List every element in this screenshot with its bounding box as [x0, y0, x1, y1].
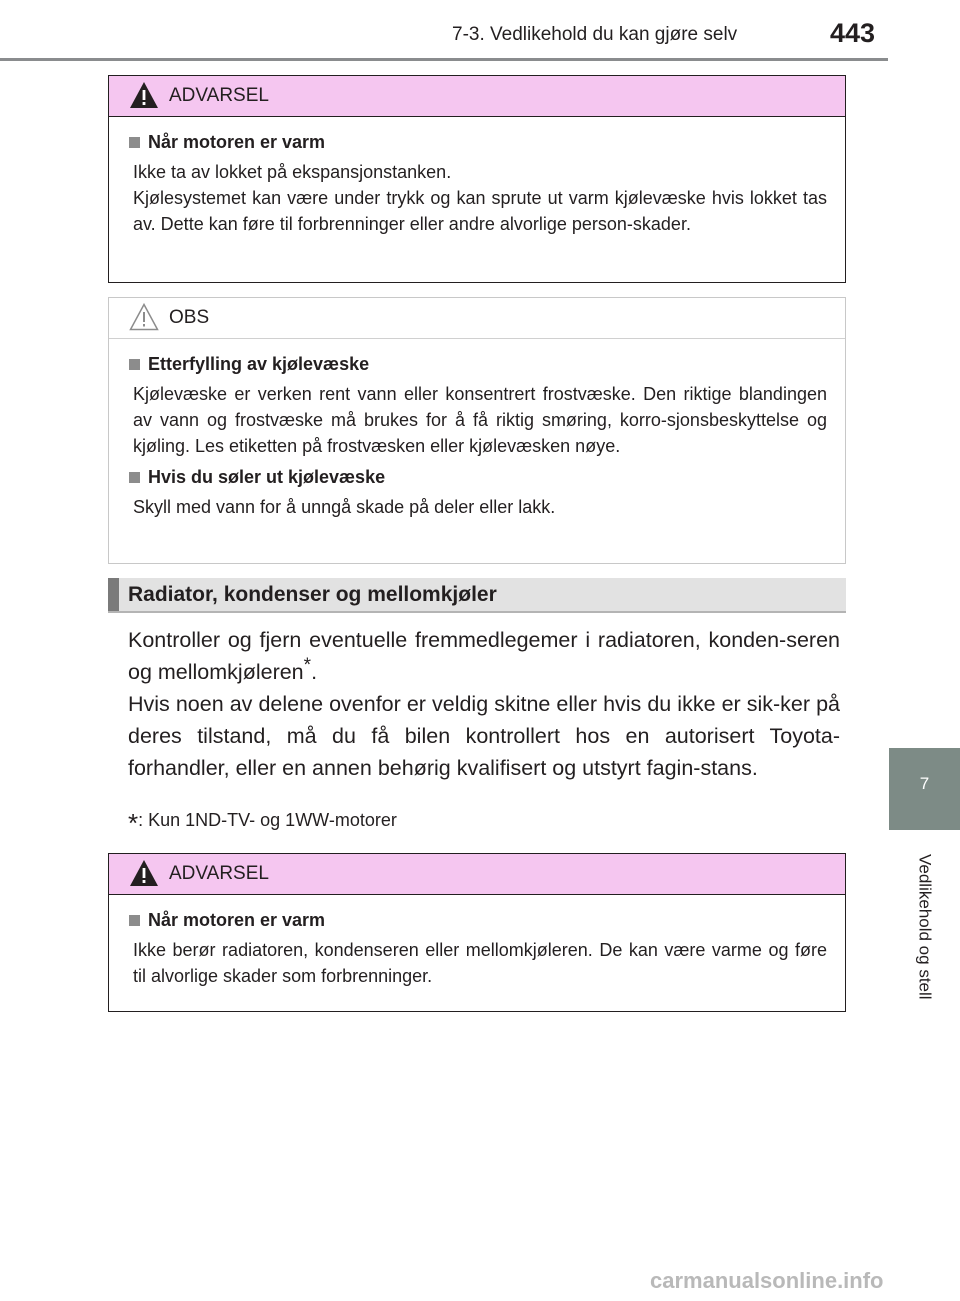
body-paragraph-text: Kontroller og fjern eventuelle fremmedlegemer i radiatoren, konden-seren og mellomkjøleren [128, 628, 840, 684]
chapter-title [889, 842, 960, 1012]
body-paragraph [128, 624, 840, 688]
chapter-tab [889, 748, 960, 830]
warning-box-engine-hot [108, 75, 846, 283]
notice-box-header [109, 298, 845, 339]
warning-box-body [109, 117, 845, 257]
header-divider [0, 58, 888, 61]
bullet-square-icon [129, 137, 140, 148]
warning-label: ADVARSEL [169, 863, 269, 884]
bullet-square-icon [129, 472, 140, 483]
warning-icon [129, 859, 159, 887]
bullet-square-icon [129, 359, 140, 370]
chapter-title-text: Vedlikehold og stell [915, 854, 935, 1000]
footnote [128, 808, 397, 839]
bullet-heading-text: Når motoren er varm [148, 132, 326, 152]
body-paragraph-end: . [311, 660, 318, 684]
warning-box-body [109, 895, 845, 1009]
warning-box-radiator-hot [108, 853, 846, 1012]
warning-paragraph: Kjølesystemet kan være under trykk og kan sprute ut varm kjølevæske hvis lokket tas av. Dette kan føre til forbrenninger eller andre alvorlige person-skader. [133, 188, 827, 234]
bullet-heading [129, 132, 827, 153]
section-heading-accent [108, 578, 119, 611]
notice-box-body [109, 339, 845, 540]
page-number: 443 [830, 18, 876, 48]
footnote-text: : Kun 1ND-TV- og 1WW-motorer [138, 810, 397, 830]
bullet-square-icon [129, 915, 140, 926]
bullet-heading-text: Når motoren er varm [148, 910, 326, 930]
section-heading [108, 578, 846, 613]
notice-paragraph: Kjølevæske er verken rent vann eller konsentrert frostvæske. Den riktige blandingen av vann og frostvæske må brukes for å få riktig smøring, korro-sjonsbeskyttelse og kjøling. Les etiketten på frostvæsken eller kjølevæsken nøye. [133, 384, 827, 456]
caution-icon [129, 303, 159, 331]
warning-box-header [109, 854, 845, 895]
notice-box [108, 297, 846, 564]
warning-icon [129, 81, 159, 109]
bullet-heading [129, 467, 827, 488]
bullet-heading-text: Hvis du søler ut kjølevæske [148, 467, 386, 487]
chapter-number: 7 [919, 774, 930, 793]
bullet-heading [129, 354, 827, 375]
body-paragraph: Hvis noen av delene ovenfor er veldig skitne eller hvis du ikke er sik-ker på deres tilstand, må du få bilen kontrollert hos en autorisert Toyota-forhandler, eller en annen behørig kvalifisert og utstyrt fagin-stans. [128, 692, 840, 780]
bullet-heading [129, 910, 827, 931]
section-title: 7-3. Vedlikehold du kan gjøre selv [452, 24, 738, 45]
warning-paragraph: Ikke ta av lokket på ekspansjonstanken. [133, 162, 452, 182]
footnote-star: * [128, 808, 139, 838]
watermark: carmanualsonline.info [650, 1268, 884, 1293]
section-body [128, 624, 840, 784]
notice-label: OBS [169, 307, 210, 328]
section-heading-text: Radiator, kondenser og mellomkjøler [128, 583, 497, 606]
warning-label: ADVARSEL [169, 85, 269, 106]
warning-box-header [109, 76, 845, 117]
notice-paragraph: Skyll med vann for å unngå skade på deler eller lakk. [133, 497, 556, 517]
bullet-heading-text: Etterfylling av kjølevæske [148, 354, 370, 374]
footnote-marker: * [303, 654, 312, 676]
warning-paragraph: Ikke berør radiatoren, kondenseren eller mellomkjøleren. De kan være varme og føre til alvorlige skader som forbrenninger. [133, 940, 827, 986]
